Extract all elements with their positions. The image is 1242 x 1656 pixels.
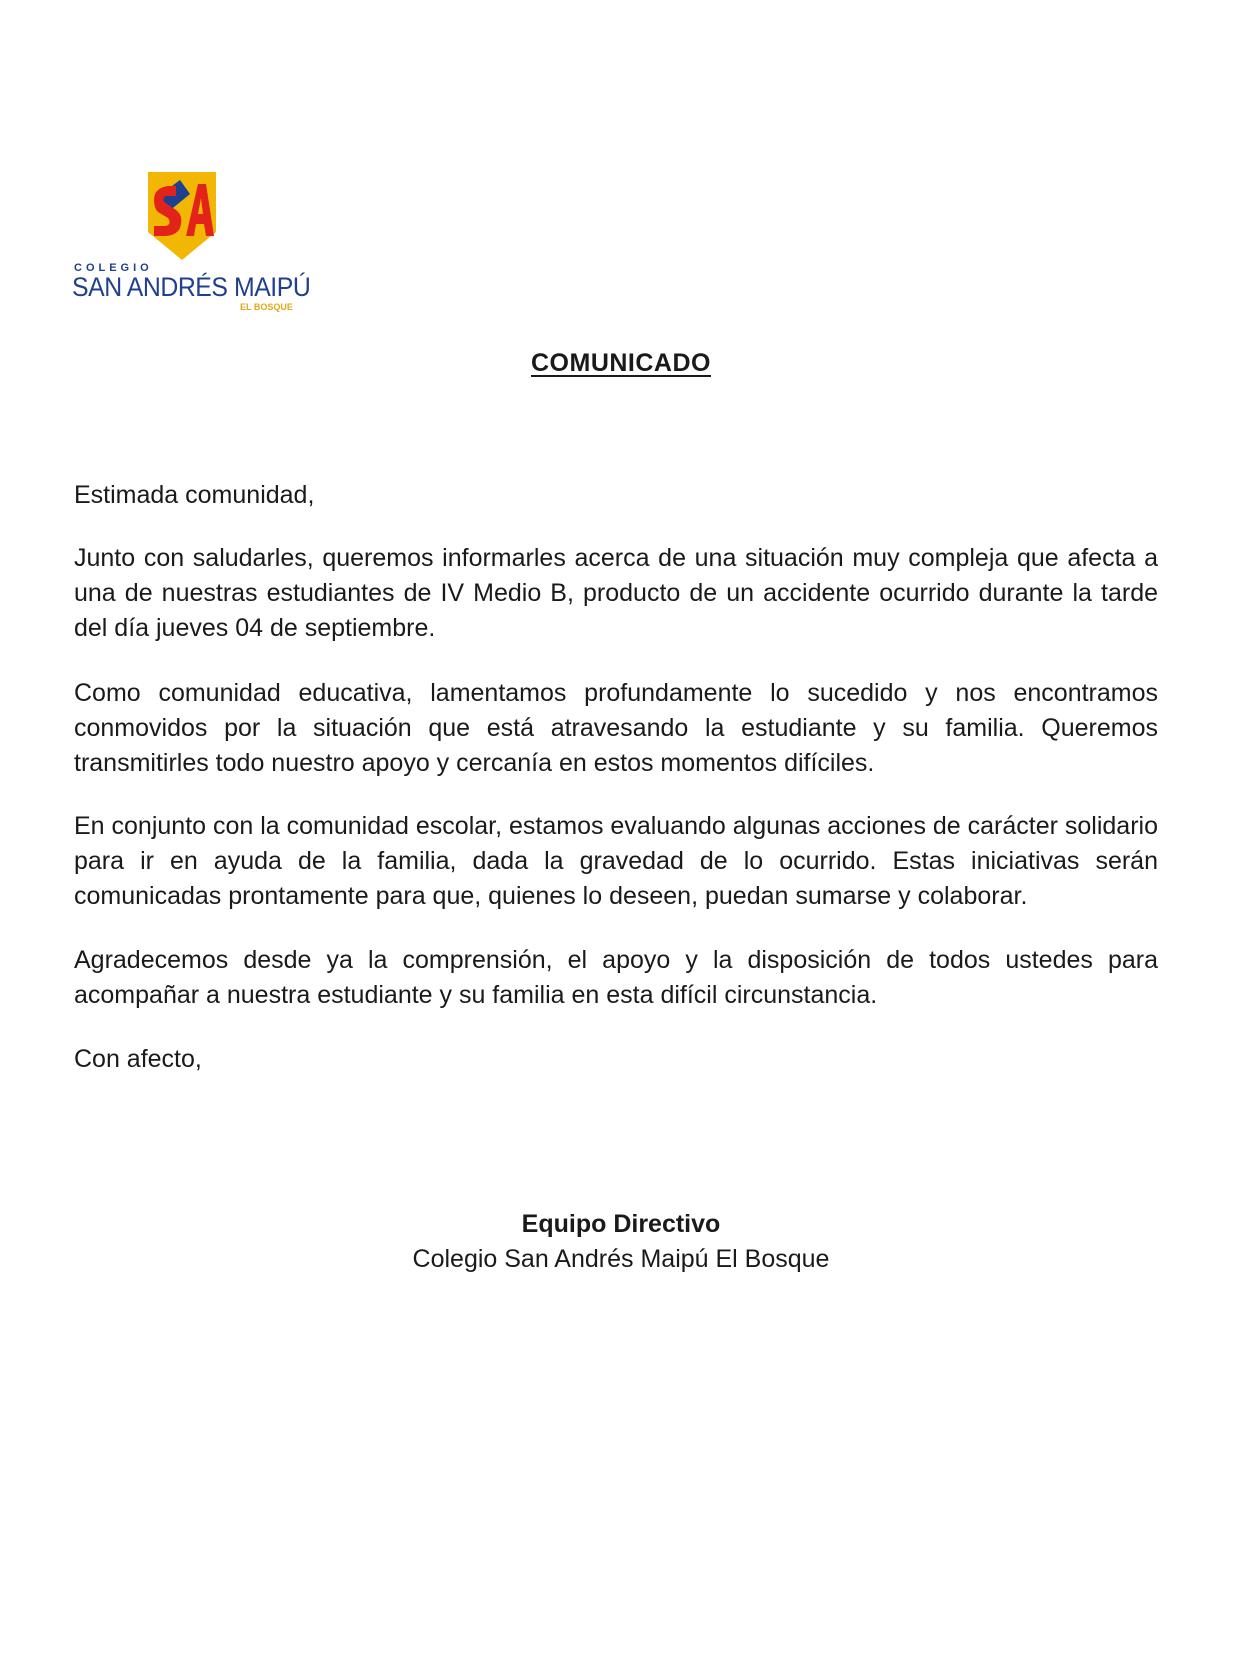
shield-icon xyxy=(146,170,218,262)
paragraph: Como comunidad educativa, lamentamos profundamente lo sucedido y nos encontramos conmovidos por la situación que está atravesando la estudiante y su familia. Queremos transmitirles todo nuestro apoyo y cercanía en estos momentos difíciles. xyxy=(74,679,1158,777)
signature-title: Equipo Directivo xyxy=(521,1210,721,1238)
paragraph: En conjunto con la comunidad escolar, estamos evaluando algunas acciones de carácter solidario para ir en ayuda de la familia, dada la gravedad de lo ocurrido. Estas iniciativas serán comunicadas prontamente para que, quienes lo deseen, puedan sumarse y colaborar. xyxy=(74,812,1158,910)
document-title: COMUNICADO xyxy=(531,349,711,377)
paragraph: Junto con saludarles, queremos informarles acerca de una situación muy compleja que afecta a una de nuestras estudiantes de IV Medio B, producto de un accidente ocurrido durante la tarde del día jueves 04 de septiembre. xyxy=(74,544,1158,642)
closing: Con afecto, xyxy=(74,1045,202,1073)
signature-organization: Colegio San Andrés Maipú El Bosque xyxy=(412,1245,830,1273)
greeting: Estimada comunidad, xyxy=(74,481,315,509)
logo-school-name: SAN ANDRÉS MAIPÚ xyxy=(72,272,311,302)
paragraph: Agradecemos desde ya la comprensión, el apoyo y la disposición de todos ustedes para acompañar a nuestra estudiante y su familia en esta difícil circunstancia. xyxy=(74,946,1158,1009)
logo-location: EL BOSQUE xyxy=(240,302,293,312)
school-logo xyxy=(72,170,311,315)
logo-colegio-text: COLEGIO xyxy=(74,262,153,274)
